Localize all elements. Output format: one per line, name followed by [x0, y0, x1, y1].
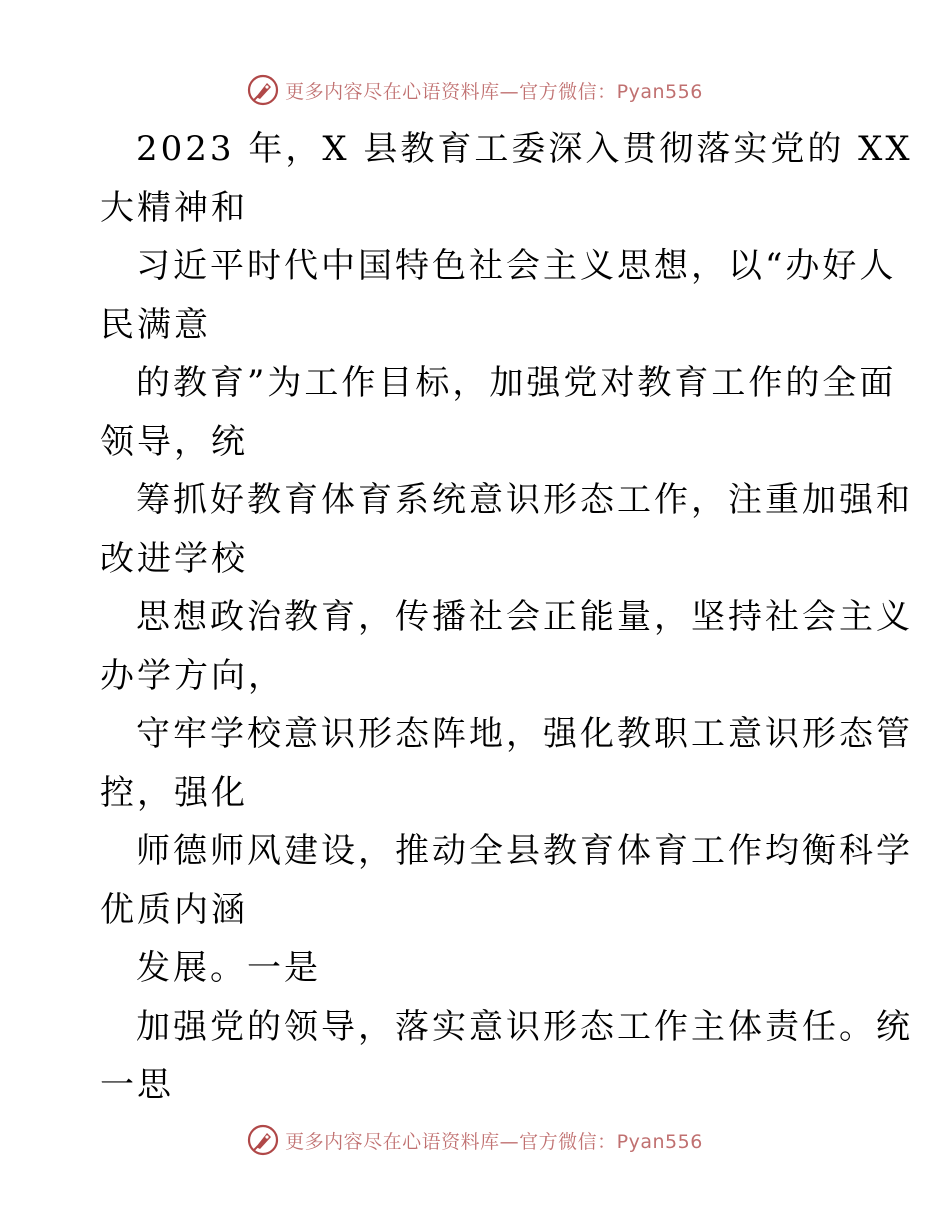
body-line: 师德师风建设，推动全县教育体育工作均衡科学	[136, 831, 913, 871]
body-line: 优质内涵	[100, 889, 248, 930]
body-line: 2023 年，X 县教育工委深入贯彻落实党的 XX	[136, 129, 913, 169]
document-body	[100, 120, 913, 1115]
body-line: 控，强化	[100, 772, 248, 813]
body-line: 办学方向，	[100, 655, 285, 696]
body-line: 守牢学校意识形态阵地，强化教职工意识形态管	[136, 714, 913, 754]
header-banner-text: 更多内容尽在心语资料库—官方微信：Pyan556	[285, 80, 703, 103]
body-line: 筹抓好教育体育系统意识形态工作，注重加强和	[136, 480, 913, 520]
footer-banner-text: 更多内容尽在心语资料库—官方微信：Pyan556	[285, 1130, 703, 1153]
body-line: 改进学校	[100, 538, 248, 579]
body-line: 一思	[100, 1065, 174, 1105]
pen-nib-logo-icon	[247, 74, 279, 106]
footer-banner	[0, 1120, 950, 1160]
body-line: 加强党的领导，落实意识形态工作主体责任。统	[136, 1006, 913, 1047]
header-banner	[0, 70, 950, 110]
body-line: 大精神和	[100, 187, 248, 228]
body-line: 领导，统	[100, 421, 248, 462]
body-line: 思想政治教育，传播社会正能量，坚持社会主义	[136, 597, 913, 637]
body-line: 民满意	[100, 304, 211, 345]
body-line: 的教育”为工作目标，加强党对教育工作的全面	[136, 363, 897, 403]
body-line: 习近平时代中国特色社会主义思想，以“办好人	[136, 246, 897, 286]
pen-nib-logo-icon	[247, 1124, 279, 1156]
body-line: 发展。一是	[136, 948, 321, 988]
